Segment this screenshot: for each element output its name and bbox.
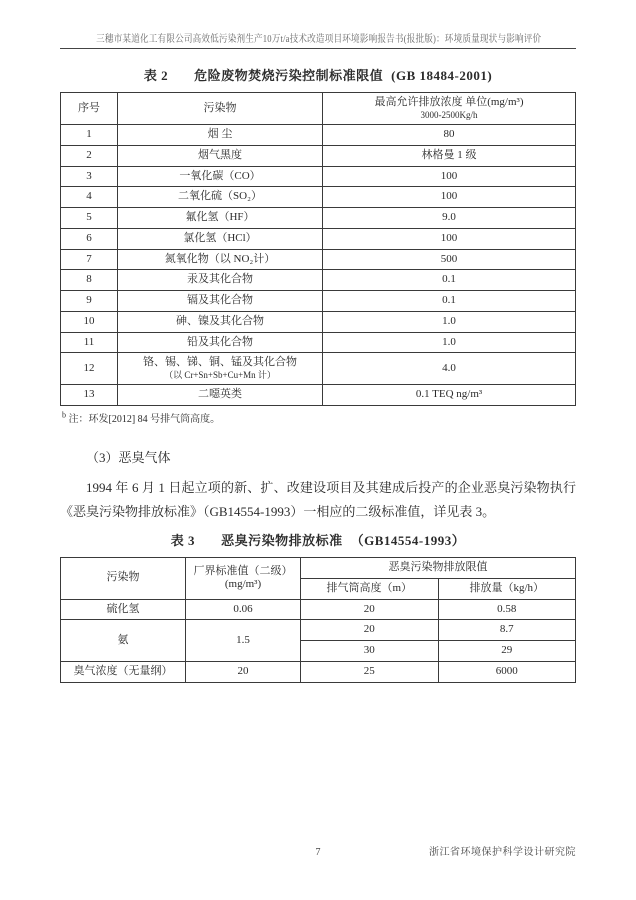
table-row xyxy=(61,311,576,332)
page-content xyxy=(60,30,576,683)
table2-caption-number: 表 2 xyxy=(143,68,169,83)
row-no: 2 xyxy=(61,145,118,166)
table3-header-pollutant: 污染物 xyxy=(61,558,186,600)
table2-note-text: 注：环发[2012] 84 号排气筒高度。 xyxy=(68,414,221,425)
table-row xyxy=(61,228,576,249)
row-no: 1 xyxy=(61,125,118,146)
row-pollutant: 镉及其化合物 xyxy=(118,291,323,312)
row-no: 6 xyxy=(61,228,118,249)
row-limit: 100 xyxy=(323,187,576,208)
row-no: 11 xyxy=(61,332,118,353)
table2-header-pollutant: 污染物 xyxy=(118,93,323,125)
row-stack-height: 20 xyxy=(301,620,439,641)
row-no: 4 xyxy=(61,187,118,208)
table-row xyxy=(61,599,576,620)
row-limit: 0.1 xyxy=(323,270,576,291)
table2-caption-standard: (GB 18484-2001) xyxy=(391,68,493,83)
row-stack-height: 30 xyxy=(301,641,439,662)
table-header-row xyxy=(61,558,576,579)
row-stack-height: 20 xyxy=(301,599,439,620)
row-pollutant: 二氧化硫（SO₂） xyxy=(118,187,323,208)
table2-header-limit-line1: 最高允许排放浓度 单位(mg/m³) xyxy=(374,96,524,108)
row-limit: 500 xyxy=(323,249,576,270)
row-pollutant-line2: （以 Cr+Sn+Sb+Cu+Mn 计） xyxy=(164,370,276,380)
row-pollutant: 氮氧化物（以 NO₂计） xyxy=(118,249,323,270)
table-row xyxy=(61,661,576,682)
row-pollutant: 氨 xyxy=(61,620,186,662)
table3-header-boundary-line1: 厂界标准值（二级） xyxy=(193,564,293,577)
row-pollutant: 汞及其化合物 xyxy=(118,270,323,291)
table3-header-boundary xyxy=(186,558,301,600)
header-divider xyxy=(60,48,576,49)
table-hazardous-waste-incineration-limits xyxy=(60,92,576,406)
table-row xyxy=(61,208,576,229)
running-header: 三穗市某道化工有限公司高效低污染剂生产10万t/a技术改造项目环境影响报告书(报批版)：环境质量现状与影响评价 xyxy=(96,34,542,45)
row-pollutant: 烟气黑度 xyxy=(118,145,323,166)
table2-header-limit-line2: 3000-2500Kg/h xyxy=(420,109,478,120)
row-emission-rate: 8.7 xyxy=(438,620,576,641)
row-limit: 0.1 xyxy=(323,291,576,312)
row-no: 7 xyxy=(61,249,118,270)
row-pollutant-line1: 铬、锡、锑、铜、锰及其化合物 xyxy=(143,356,297,369)
section-paragraph: 1994 年 6 月 1 日起立项的新、扩、改建设项目及其建成后投产的企业恶臭污染物执行《恶臭污染物排放标准》（GB14554-1993）一相应的二级标准值，详见表 3。 xyxy=(60,480,576,520)
row-limit: 4.0 xyxy=(323,353,576,385)
table-odorous-pollutant-standards xyxy=(60,557,576,683)
page-footer xyxy=(60,843,576,858)
row-limit: 80 xyxy=(323,125,576,146)
row-no: 3 xyxy=(61,166,118,187)
row-no: 8 xyxy=(61,270,118,291)
table2-header-limit xyxy=(323,93,576,125)
section-title-odorous-gas: （3）恶臭气体 xyxy=(86,450,171,465)
table3-caption-title: 恶臭污染物排放标准 xyxy=(221,533,343,549)
table-row xyxy=(61,291,576,312)
table2-caption xyxy=(60,65,576,84)
table-row xyxy=(61,187,576,208)
table-row xyxy=(61,353,576,385)
table3-header-boundary-line2: (mg/m³) xyxy=(224,578,262,591)
row-stack-height: 25 xyxy=(301,661,439,682)
row-emission-rate: 29 xyxy=(438,641,576,662)
row-no: 12 xyxy=(61,353,118,385)
table-row xyxy=(61,145,576,166)
table3-header-emission-rate: 排放量（kg/h） xyxy=(438,578,576,599)
row-no: 9 xyxy=(61,291,118,312)
row-pollutant: 硫化氢 xyxy=(61,599,186,620)
table-row xyxy=(61,385,576,406)
row-no: 10 xyxy=(61,311,118,332)
table2-note: $^b$ 注：环发[2012] 84 号排气筒高度。 xyxy=(62,410,221,425)
row-pollutant: 二噁英类 xyxy=(118,385,323,406)
table-row xyxy=(61,125,576,146)
row-pollutant: 铅及其化合物 xyxy=(118,332,323,353)
row-boundary: 0.06 xyxy=(186,599,301,620)
table2-caption-title: 危险废物焚烧污染控制标准限值 xyxy=(194,68,384,83)
row-limit: 0.1 TEQ ng/m³ xyxy=(323,385,576,406)
row-pollutant: 砷、镍及其化合物 xyxy=(118,311,323,332)
table3-caption-number: 表 3 xyxy=(170,533,196,549)
row-boundary: 20 xyxy=(186,661,301,682)
row-no: 13 xyxy=(61,385,118,406)
row-boundary: 1.5 xyxy=(186,620,301,662)
row-emission-rate: 6000 xyxy=(438,661,576,682)
row-pollutant: 氯化氢（HCl） xyxy=(118,228,323,249)
footer-organization: 浙江省环境保护科学设计研究院 xyxy=(429,847,576,858)
row-no: 5 xyxy=(61,208,118,229)
row-limit: 1.0 xyxy=(323,332,576,353)
table-header-row xyxy=(61,93,576,125)
row-emission-rate: 0.58 xyxy=(438,599,576,620)
table-row xyxy=(61,166,576,187)
row-pollutant: 一氧化碳（CO） xyxy=(118,166,323,187)
table3-header-stack-height: 排气筒高度（m） xyxy=(301,578,439,599)
table2-header-no: 序号 xyxy=(61,93,118,125)
row-limit: 1.0 xyxy=(323,311,576,332)
table3-caption-standard: （GB14554-1993） xyxy=(350,533,466,549)
row-pollutant xyxy=(118,353,323,385)
table3-caption xyxy=(60,530,576,549)
row-pollutant: 烟 尘 xyxy=(118,125,323,146)
row-limit: 100 xyxy=(323,228,576,249)
table3-header-group: 恶臭污染物排放限值 xyxy=(301,558,576,579)
row-pollutant: 氟化氢（HF） xyxy=(118,208,323,229)
page-number: 7 xyxy=(315,847,321,858)
row-limit: 100 xyxy=(323,166,576,187)
table-row xyxy=(61,270,576,291)
table-row xyxy=(61,620,576,641)
table-row xyxy=(61,332,576,353)
row-limit: 林格曼 1 级 xyxy=(323,145,576,166)
row-limit: 9.0 xyxy=(323,208,576,229)
table-row xyxy=(61,249,576,270)
row-pollutant: 臭气浓度（无量纲） xyxy=(61,661,186,682)
